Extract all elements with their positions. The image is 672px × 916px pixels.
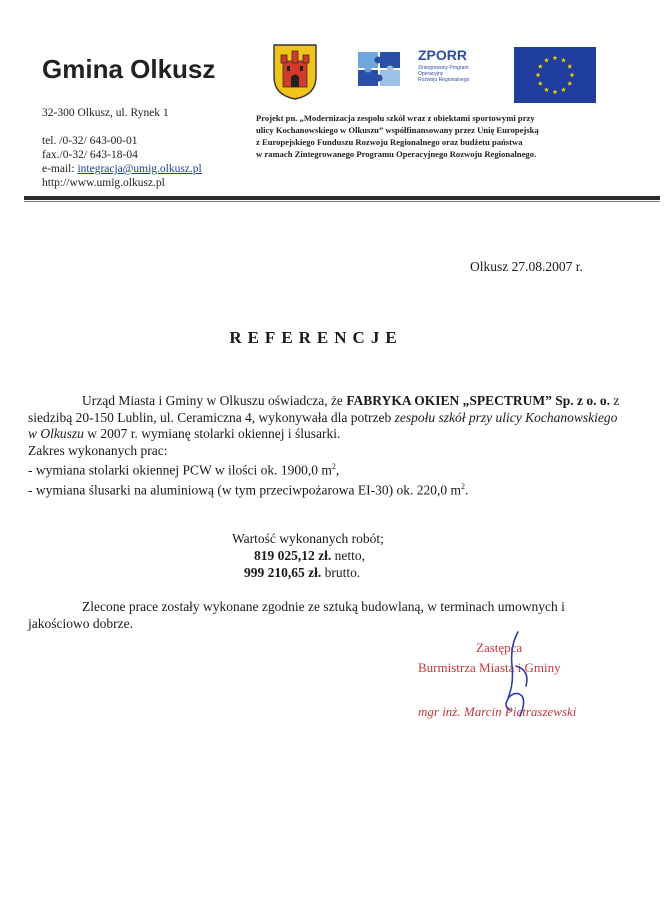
project-line-2: ulicy Kochanowskiego w Olkuszu” współfinansowany przez Unię Europejską	[256, 125, 539, 135]
header-divider	[24, 196, 660, 200]
net-value	[232, 547, 384, 564]
scope-item-1-text: - wymiana stolarki okiennej PCW w ilości ok. 1900,0 m	[28, 462, 332, 478]
phone: tel. /0-32/ 643-00-01	[42, 135, 138, 147]
municipality-title: Gmina Olkusz	[42, 54, 216, 84]
zporr-subtitle	[418, 65, 469, 83]
net-label: netto,	[331, 548, 365, 563]
letter-body	[28, 393, 628, 499]
intro-text-a: Urząd Miasta i Gminy w Olkuszu oświadcza, że	[82, 393, 347, 408]
website: http://www.umig.olkusz.pl	[42, 177, 165, 189]
zporr-sub-2: Operacyjny	[418, 71, 444, 77]
puzzle-icon	[356, 48, 406, 92]
project-line-4: w ramach Zintegrowanego Programu Operacyjnego Rozwoju Regionalnego.	[256, 149, 537, 159]
scope-item-1-end: ,	[335, 462, 340, 478]
fax: fax./0-32/ 643-18-04	[42, 149, 138, 161]
gross-value	[232, 564, 384, 581]
project-description	[256, 112, 648, 160]
scope-title: Zakres wykonanych prac:	[28, 442, 168, 458]
stamp-signatory: mgr inż. Marcin Pietraszewski	[418, 704, 577, 719]
email-link[interactable]: integracja@umig.olkusz.pl	[77, 163, 202, 175]
company-name: FABRYKA OKIEN „SPECTRUM” Sp. z o. o.	[346, 393, 610, 408]
contract-value	[232, 530, 384, 581]
zporr-label: ZPORR	[418, 47, 467, 63]
address: 32-300 Olkusz, ul. Rynek 1	[42, 107, 169, 119]
gross-amount: 999 210,65 zł.	[244, 565, 322, 580]
stamp-title: Zastępca	[476, 640, 523, 655]
scope-item-2	[28, 479, 628, 499]
project-line-3: z Europejskiego Funduszu Rozwoju Regionalnego oraz budżetu państwa	[256, 137, 523, 147]
scope-item-2-end: .	[465, 482, 469, 498]
letter-date: Olkusz 27.08.2007 r.	[470, 259, 583, 274]
closing-paragraph: Zlecone prace zostały wykonane zgodnie ze sztuką budowlaną, w terminach umownych i jakościowo dobrze.	[28, 599, 565, 631]
intro-text-c: w 2007 r. wymianę stolarki okiennej i ślusarki.	[83, 426, 341, 441]
intro-paragraph	[28, 393, 628, 443]
zporr-sub-1: Zintegrowany Program	[418, 65, 469, 71]
olkusz-crest-icon	[272, 43, 318, 101]
zporr-sub-3: Rozwoju Regionalnego	[418, 77, 470, 83]
scope-item-2-sup: 2	[461, 482, 466, 491]
scope-item-2-text: - wymiana ślusarki na aluminiową (w tym przeciwpożarowa EI-30) ok. 220,0 m	[28, 482, 462, 498]
email-prefix: e-mail:	[42, 163, 78, 175]
scope-item-1-sup: 2	[331, 462, 336, 471]
value-label: Wartość wykonanych robót;	[232, 531, 384, 546]
project-site: zespołu szkół przy ulicy Kochanowskiego w Olkuszu	[28, 409, 618, 441]
eu-flag-icon	[514, 47, 596, 103]
intro-text-b: z siedzibą 20-150 Lublin, ul. Ceramiczna 4, wykonywała dla potrzeb	[28, 393, 620, 425]
letter-heading: REFERENCJE	[229, 328, 403, 347]
header-divider-thin	[24, 201, 660, 202]
gross-label: brutto.	[321, 565, 361, 580]
project-line-1: Projekt pn. „Modernizacja zespołu szkół wraz z obiektami sportowymi przy	[256, 113, 535, 123]
zporr-logo	[356, 46, 496, 94]
stamp-office: Burmistrza Miasta i Gminy	[418, 660, 561, 675]
scope-item-1	[28, 459, 628, 479]
email-line	[42, 162, 202, 176]
net-amount: 819 025,12 zł.	[254, 548, 332, 563]
handwritten-signature	[480, 626, 570, 726]
